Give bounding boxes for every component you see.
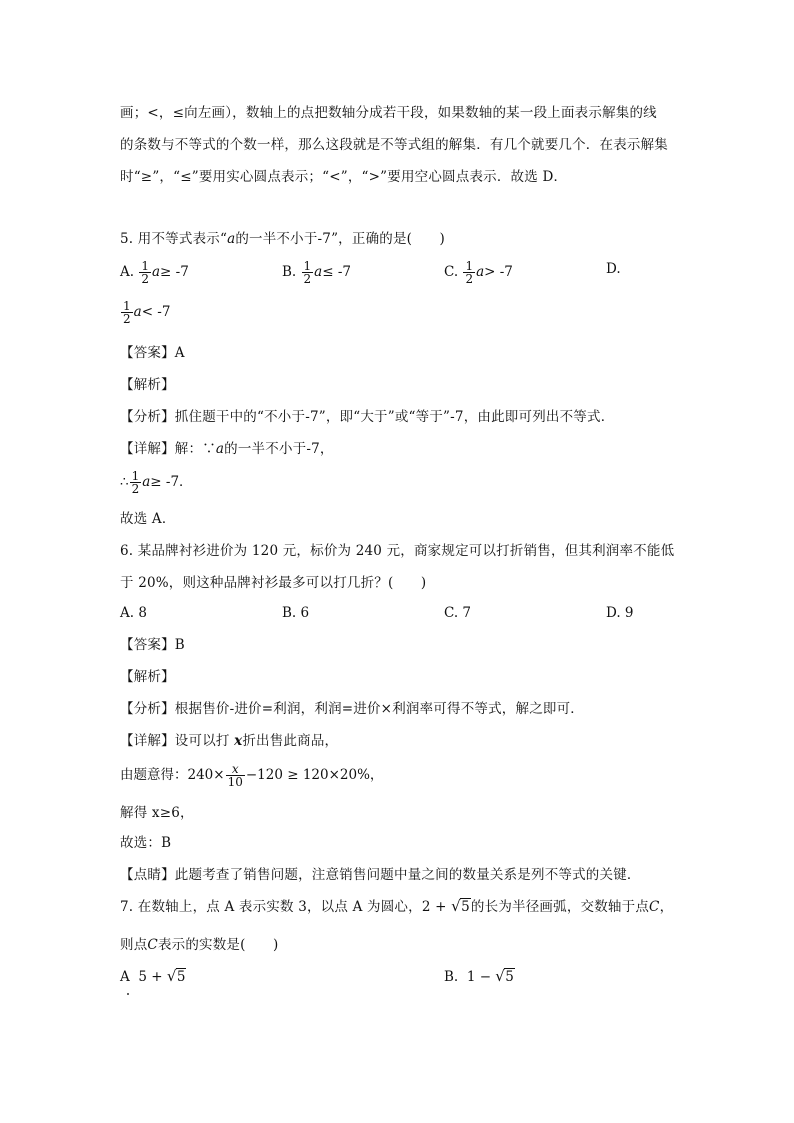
q6-option-d: D. 9 (606, 605, 634, 621)
q6-option-b: B. 6 (282, 605, 310, 621)
fraction: $\frac{1}{2}$ (123, 299, 131, 326)
q7-option-a: A 5 + √ 5 (120, 967, 186, 985)
q7-option-b: B. 1 − √ 5 (444, 967, 514, 985)
question-6-stem: 于 20%，则这种品牌衬衫最多可以打几折？( ) (120, 575, 427, 591)
q5-option-b: B. $\frac{1}{2}$ a≤ -7 (282, 259, 351, 286)
q5-therefore: ∴ $\frac{1}{2}$ a≥ -7． (120, 469, 193, 496)
q5-fenxi: 【分析】抓住题干中的“不小于-7”，即“大于”或“等于”-7，由此即可列出不等式． (120, 409, 615, 425)
fraction: $\frac{1}{2}$ (303, 259, 312, 286)
question-7-stem: 则点C表示的实数是( ) (120, 937, 279, 953)
question-5-stem: 5. 用不等式表示“a的一半不小于-7”，正确的是( ) (120, 231, 446, 247)
fraction: $\frac{1}{2}$ (465, 259, 474, 286)
sqrt: √ 5 (166, 967, 186, 985)
sqrt: √ 5 (495, 967, 514, 985)
question-6-stem: 6. 某品牌衬衫进价为 120 元，标价为 240 元，商家规定可以打折销售，但其利润率不能低 (120, 543, 675, 559)
ink-dot (127, 993, 129, 995)
question-7-stem: 7. 在数轴上，点 A 表示实数 3，以点 A 为圆心，2 + √ 5的长为半径画弧，交数轴于点C， (120, 897, 674, 915)
sqrt: √ 5 (451, 897, 470, 915)
q5-choose: 故选 A． (120, 511, 176, 527)
q5-option-d: $\frac{1}{2}$ a< -7 (123, 299, 171, 326)
q5-answer: 【答案】A (120, 345, 185, 361)
text-line: 时“≥”，“≤”要用实心圆点表示；“<”，“>”要用空心圆点表示．故选 D． (120, 169, 568, 185)
fraction: $\frac{1}{2}$ (131, 469, 140, 496)
q5-option-d-letter: D. (606, 261, 621, 277)
q6-fenxi: 【分析】根据售价-进价=利润，利润=进价×利润率可得不等式，解之即可． (120, 701, 584, 717)
q6-analysis-label: 【解析】 (120, 669, 175, 685)
q6-equation: 由题意得：240× $\frac{x}{10}$ −120 ≥ 120×20%， (120, 762, 384, 789)
q5-option-a: A. $\frac{1}{2}$ a≥ -7 (120, 259, 189, 286)
q5-analysis-label: 【解析】 (120, 377, 175, 393)
q5-option-c: C. $\frac{1}{2}$ a> -7 (444, 259, 513, 286)
q6-solve: 解得 x≥6， (120, 805, 194, 821)
fraction: $\frac{x}{10}$ (227, 762, 243, 789)
q6-option-c: C. 7 (444, 605, 472, 621)
q6-answer: 【答案】B (120, 637, 185, 653)
q6-dianjing: 【点睛】此题考查了销售问题，注意销售问题中量之间的数量关系是列不等式的关键． (120, 867, 641, 883)
q6-xiangjie: 【详解】设可以打 x折出售此商品， (120, 733, 339, 749)
q6-choose: 故选：B (120, 835, 172, 851)
q6-option-a: A. 8 (120, 605, 147, 621)
fraction: $\frac{1}{2}$ (141, 259, 149, 286)
text-line: 画；<，≤向左画），数轴上的点把数轴分成若干段，如果数轴的某一段上面表示解集的线 (120, 105, 657, 121)
q5-xiangjie: 【详解】解：∵a的一半不小于-7， (120, 441, 334, 457)
text-line: 的条数与不等式的个数一样，那么这段就是不等式组的解集．有几个就要几个．在表示解集 (120, 137, 668, 153)
